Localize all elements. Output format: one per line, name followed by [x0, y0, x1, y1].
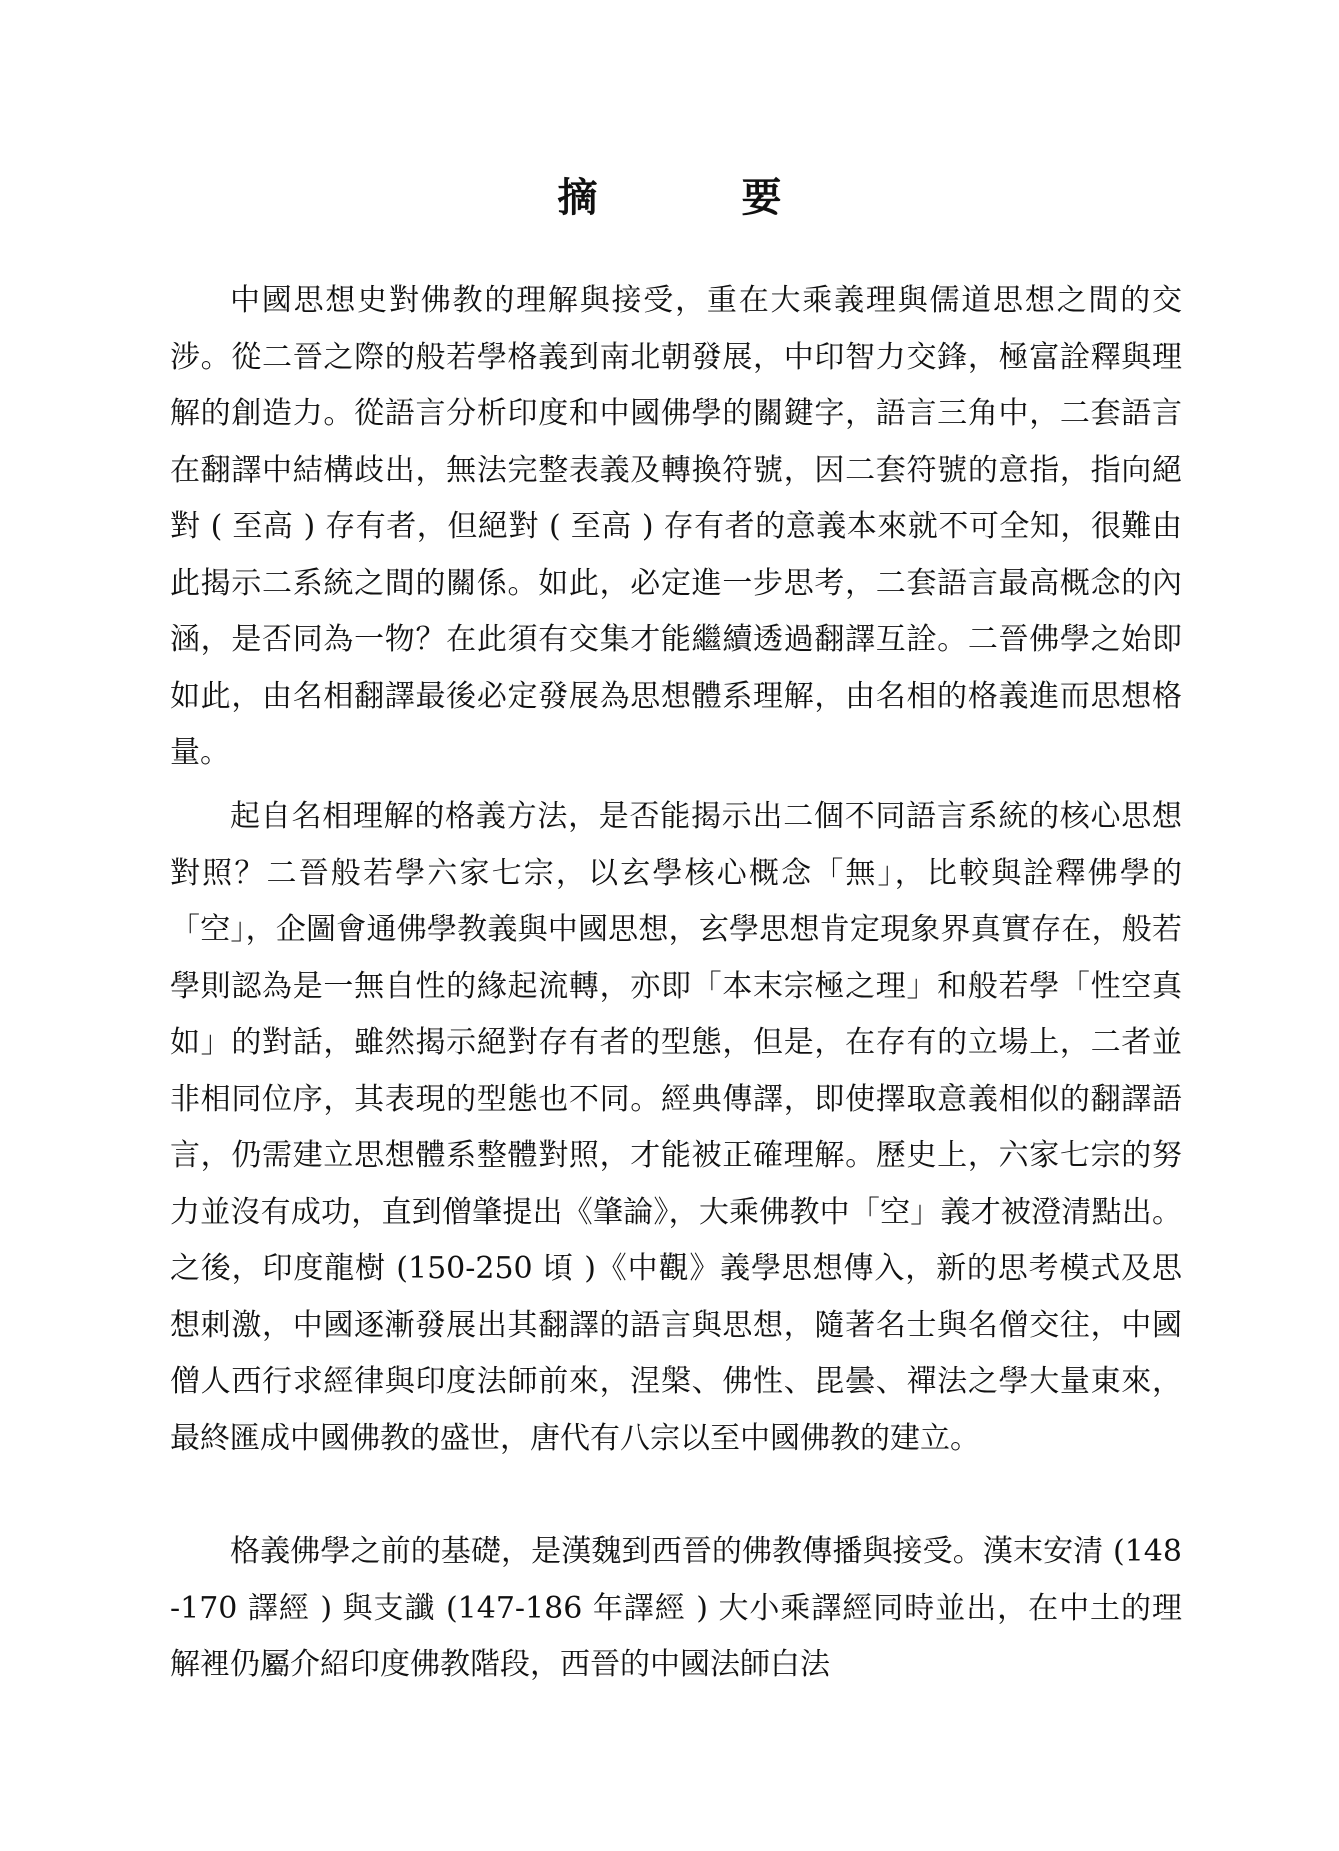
- paragraph-3: 格義佛學之前的基礎，是漢魏到西晉的佛教傳播與接受。漢末安清 (148-170 譯經 ) 與支讖 (147-186 年譯經 ) 大小乘譯經同時並出，在中土的理解裡仍屬介紹印度佛教階段，西晉的中國法師白法: [170, 1534, 1182, 1682]
- page-title: 摘 要: [557, 174, 834, 221]
- paragraph-1: 中國思想史對佛教的理解與接受，重在大乘義理與儒道思想之間的交涉。從二晉之際的般若學格義到南北朝發展，中印智力交鋒，極富詮釋與理解的創造力。從語言分析印度和中國佛學的關鍵字，語言三角中，二套語言在翻譯中結構歧出，無法完整表義及轉換符號，因二套符號的意指，指向絕對 ( 至高 ) 存有者，但絕對 ( 至高 ) 存有者的意義本來就不可全知，很難由此揭示二系統之間的關係。如此，必定進一步思考，二套語言最高概念的內涵，是否同為一物？在此須有交集才能繼續透過翻譯互詮。二晉佛學之始即如此，由名相翻譯最後必定發展為思想體系理解，由名相的格義進而思想格量。: [170, 283, 1182, 770]
- paragraph-3-container: [170, 1524, 1182, 1694]
- paragraph-2: 起自名相理解的格義方法，是否能揭示出二個不同語言系統的核心思想對照？二晉般若學六家七宗，以玄學核心概念「無」，比較與詮釋佛學的「空」，企圖會通佛學教義與中國思想，玄學思想肯定現象界真實存在，般若學則認為是一無自性的緣起流轉，亦即「本末宗極之理」和般若學「性空真如」的對話，雖然揭示絕對存有者的型態，但是，在存有的立場上，二者並非相同位序，其表現的型態也不同。經典傳譯，即使擇取意義相似的翻譯語言，仍需建立思想體系整體對照，才能被正確理解。歷史上，六家七宗的努力並沒有成功，直到僧肇提出《肇論》，大乘佛教中「空」義才被澄清點出。之後，印度龍樹 (150-250 頃 )《中觀》義學思想傳入，新的思考模式及思想刺激，中國逐漸發展出其翻譯的語言與思想，隨著名士與名僧交往，中國僧人西行求經律與印度法師前來，涅槃、佛性、毘曇、禪法之學大量東來，最終匯成中國佛教的盛世，唐代有八宗以至中國佛教的建立。: [170, 799, 1182, 1456]
- paragraph-1-container: [170, 273, 1182, 782]
- paragraph-2-container: [170, 789, 1182, 1467]
